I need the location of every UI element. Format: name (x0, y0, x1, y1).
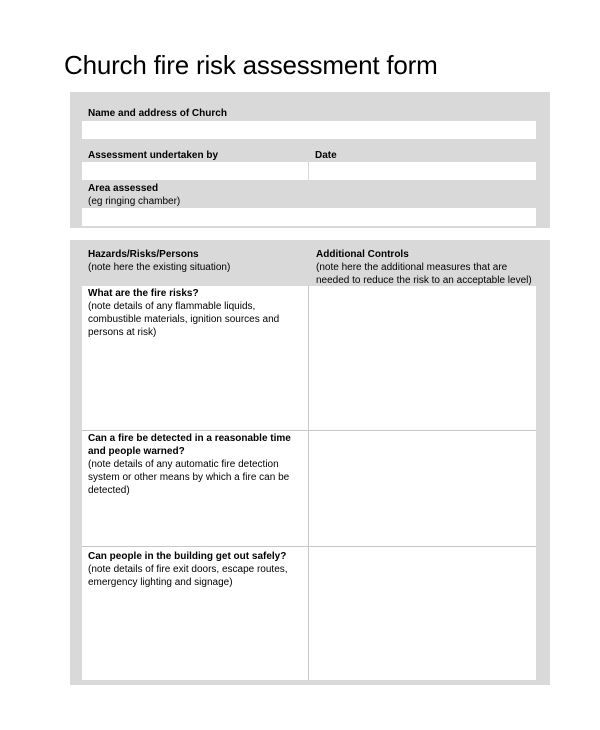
escape-question: Can people in the building get out safely? (88, 551, 287, 562)
date-label: Date (315, 150, 337, 161)
area-assessed-label: Area assessed (88, 183, 159, 194)
hazards-header: Hazards/Risks/Persons (88, 249, 199, 260)
hazards-controls-table (70, 240, 550, 685)
controls-cell-1[interactable] (309, 286, 536, 430)
assessment-by-label: Assessment undertaken by (88, 150, 219, 161)
escape-hint-line: (note details of fire exit doors, escape routes, (88, 564, 288, 575)
area-assessed-field[interactable] (82, 208, 536, 226)
fire-detection-hint-line: detected) (88, 485, 130, 496)
fire-risks-hint-line: persons at risk) (88, 327, 157, 338)
controls-cell-3[interactable] (309, 547, 536, 680)
row-divider (82, 546, 536, 547)
fire-detection-question-line: and people warned? (88, 446, 185, 457)
date-field[interactable] (309, 162, 536, 180)
fire-risks-hint-line: (note details of any flammable liquids, (88, 301, 256, 312)
page-title: Church fire risk assessment form (64, 50, 438, 80)
church-details-table (70, 92, 550, 228)
escape-hint-line: emergency lighting and signage) (88, 577, 233, 588)
controls-cell-2[interactable] (309, 431, 536, 546)
fire-detection-hint-line: (note details of any automatic fire detection (88, 459, 279, 470)
area-assessed-hint: (eg ringing chamber) (88, 196, 181, 207)
controls-hint-line-2: needed to reduce the risk to an acceptable level) (316, 275, 532, 286)
assessment-by-field[interactable] (82, 162, 308, 180)
column-divider (308, 286, 309, 680)
hazards-hint: (note here the existing situation) (88, 262, 231, 273)
fire-detection-question-line: Can a fire be detected in a reasonable time (88, 433, 291, 444)
name-address-label: Name and address of Church (88, 108, 227, 119)
controls-hint-line-1: (note here the additional measures that are (316, 262, 508, 273)
fire-detection-hint-line: system or other means by which a fire can be (88, 472, 290, 483)
name-address-field[interactable] (82, 121, 536, 139)
fire-risks-hint-line: combustible materials, ignition sources and (88, 314, 280, 325)
fire-risks-question: What are the fire risks? (88, 288, 199, 299)
controls-header: Additional Controls (316, 249, 409, 260)
row-divider (82, 430, 536, 431)
